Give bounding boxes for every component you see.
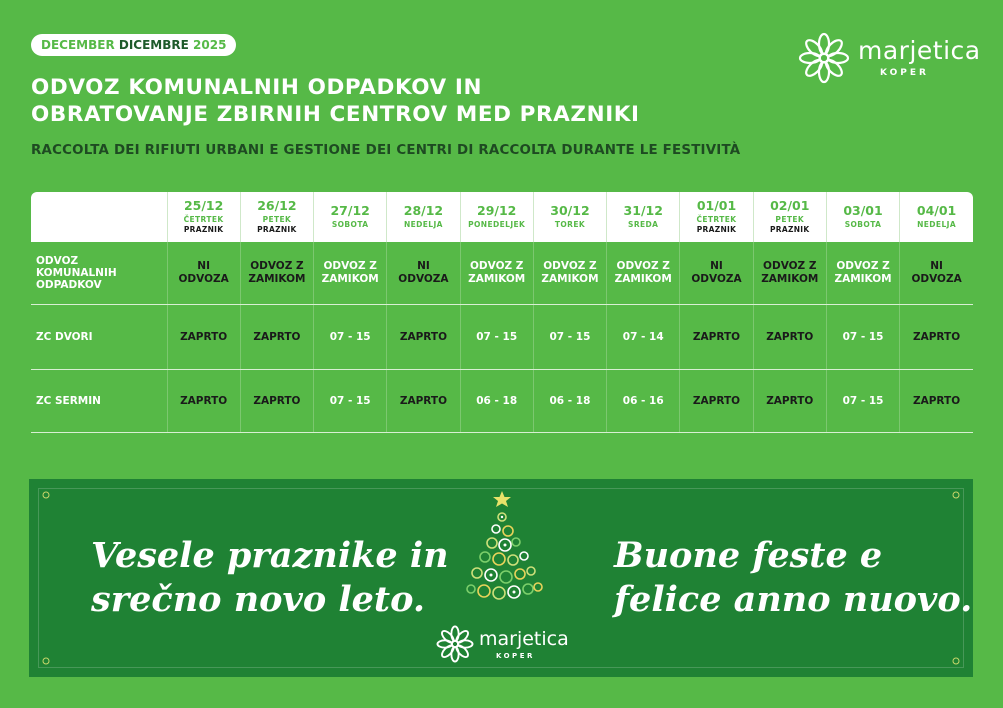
date-pill [31,34,236,56]
schedule-cell: 07 - 15 [826,370,899,433]
logo-sub-text: KOPER [880,68,929,78]
day-holiday: PRAZNIK [696,225,737,234]
schedule-cell: ZAPRTO [387,370,460,433]
day-name: TOREK [554,220,586,229]
schedule-cell: 06 - 18 [460,370,533,433]
schedule-cell: ODVOZ Z ZAMIKOM [826,242,899,305]
day-date: 25/12 [183,198,224,213]
schedule-cell: ODVOZ Z ZAMIKOM [607,242,680,305]
row-zc-sermin [31,370,973,433]
schedule-cell: ZAPRTO [167,305,240,370]
day-name: NEDELJA [917,220,957,229]
schedule-cell: ZAPRTO [680,305,753,370]
day-date: 03/01 [843,203,883,218]
row-label-line: KOMUNALNIH [36,267,117,279]
schedule-cell: 07 - 15 [826,305,899,370]
marjetica-logo [798,30,981,86]
schedule-cell: 07 - 15 [314,370,387,433]
day-header [680,192,753,242]
row-label [31,242,167,305]
title-line-1: ODVOZ KOMUNALNIH ODPADKOV IN [31,75,483,100]
greeting-it-line-2: felice anno nuovo. [614,579,973,620]
day-date: 01/01 [696,198,737,213]
logo-brand-text: marjetica [479,628,569,650]
day-header [826,192,899,242]
row-label-line: ODVOZ [36,255,79,267]
row-label-line: ODPADKOV [36,279,102,291]
day-header [167,192,240,242]
schedule-cell: ZAPRTO [900,370,973,433]
day-date: 04/01 [916,203,957,218]
christmas-tree-icon [447,487,557,619]
day-header [460,192,533,242]
greeting-italian [614,534,972,622]
schedule-cell: NI ODVOZA [167,242,240,305]
day-name: ČETRTEK [696,215,737,224]
greeting-sl-line-1: Vesele praznike in [91,535,449,576]
title-line-2: OBRATOVANJE ZBIRNIH CENTROV MED PRAZNIKI [31,102,640,127]
day-holiday: PRAZNIK [770,225,810,234]
row-zc-dvori [31,305,973,370]
schedule-cell: 06 - 16 [607,370,680,433]
greeting-it-line-1: Buone feste e [614,535,883,576]
day-date: 29/12 [477,203,517,218]
day-name: PONEDELJEK [468,220,526,229]
day-date: 31/12 [623,203,663,218]
pill-month-sl: DECEMBER [41,38,115,52]
schedule-cell: ZAPRTO [167,370,240,433]
schedule-cell: ZAPRTO [900,305,973,370]
star-icon [952,491,960,499]
day-header [753,192,826,242]
marjetica-logo-bottom [436,625,596,667]
star-icon [42,657,50,665]
day-header [533,192,606,242]
holiday-banner [29,479,973,677]
schedule-cell: 07 - 14 [607,305,680,370]
schedule-cell: NI ODVOZA [900,242,973,305]
schedule-cell: ODVOZ Z ZAMIKOM [314,242,387,305]
day-date: 26/12 [257,198,297,213]
day-name: SREDA [628,220,659,229]
schedule-cell: NI ODVOZA [680,242,753,305]
pill-year: 2025 [193,38,227,52]
schedule-cell: ZAPRTO [680,370,753,433]
day-date: 28/12 [403,203,444,218]
schedule-cell: ODVOZ Z ZAMIKOM [460,242,533,305]
day-date: 02/01 [770,198,810,213]
schedule-cell: NI ODVOZA [387,242,460,305]
greeting-slovenian [91,534,449,622]
page-subtitle: RACCOLTA DEI RIFIUTI URBANI E GESTIONE DEI CENTRI DI RACCOLTA DURANTE LE FESTIVITÀ [31,143,741,158]
schedule-cell: 07 - 15 [533,305,606,370]
star-icon [952,657,960,665]
row-label: ZC DVORI [31,305,167,370]
day-holiday: PRAZNIK [257,225,297,234]
page-title [31,74,751,128]
schedule-cell: ZAPRTO [387,305,460,370]
schedule-cell: 07 - 15 [314,305,387,370]
schedule-header-row [31,192,973,242]
day-header [387,192,460,242]
day-date: 30/12 [550,203,590,218]
daisy-flower-icon [436,625,474,663]
pill-month-it: DICEMBRE [118,38,189,52]
schedule-cell: ZAPRTO [753,370,826,433]
schedule-cell: ZAPRTO [240,370,313,433]
logo-brand-text: marjetica [858,36,981,65]
day-name: NEDELJA [403,220,443,229]
day-header [240,192,313,242]
day-name: PETEK [262,215,292,224]
day-header [314,192,387,242]
day-name: PETEK [775,215,805,224]
schedule-cell: ODVOZ Z ZAMIKOM [533,242,606,305]
schedule-cell: ODVOZ Z ZAMIKOM [753,242,826,305]
schedule-cell: 07 - 15 [460,305,533,370]
schedule-cell: ZAPRTO [753,305,826,370]
day-name: SOBOTA [844,220,882,229]
schedule-table [31,192,973,433]
day-header [900,192,973,242]
day-name: ČETRTEK [183,215,224,224]
daisy-flower-icon [798,32,850,84]
header-corner [31,192,167,242]
greeting-sl-line-2: srečno novo leto. [91,579,426,620]
logo-sub-text: KOPER [496,652,535,660]
row-waste-collection [31,242,973,305]
day-holiday: PRAZNIK [183,225,224,234]
day-header [607,192,680,242]
row-label: ZC SERMIN [31,370,167,433]
schedule-cell: 06 - 18 [533,370,606,433]
star-icon [42,491,50,499]
day-date: 27/12 [330,203,370,218]
schedule-cell: ZAPRTO [240,305,313,370]
day-name: SOBOTA [331,220,369,229]
schedule-cell: ODVOZ Z ZAMIKOM [240,242,313,305]
